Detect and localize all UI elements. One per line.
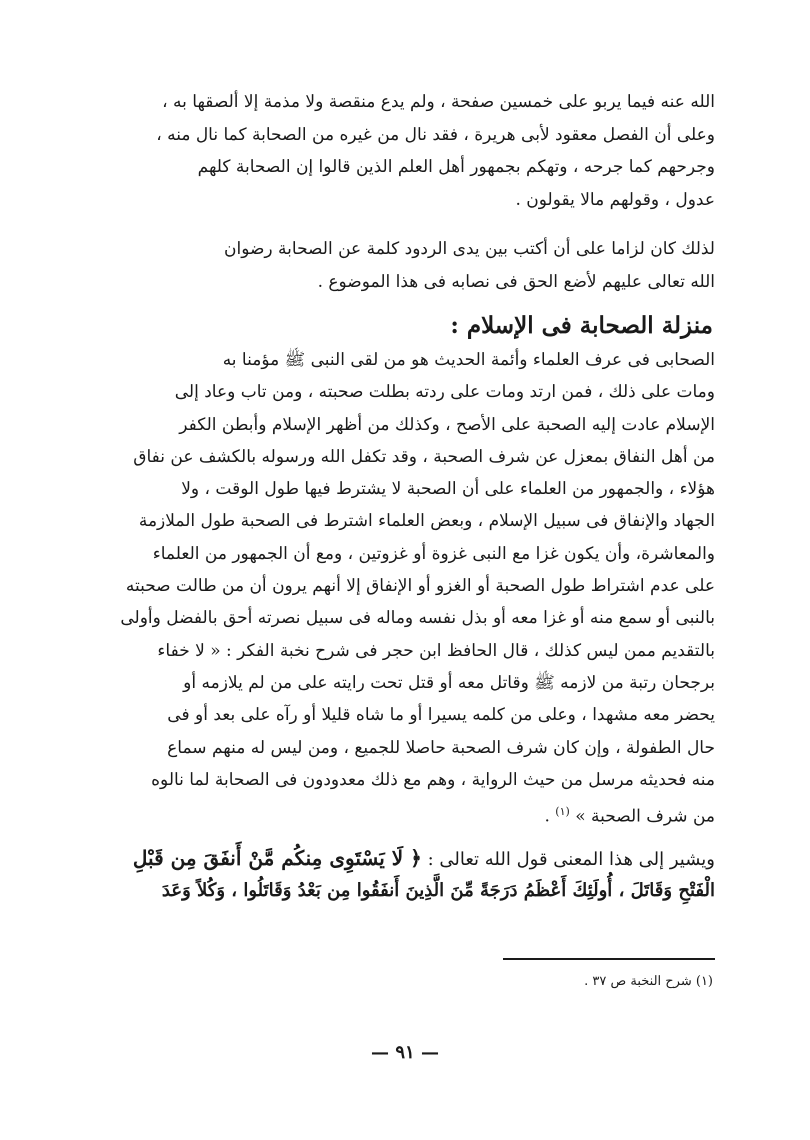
text-line: حال الطفولة ، وإن كان شرف الصحبة حاصلا للجميع ، ومن ليس له منهم سماع	[167, 737, 715, 758]
text-line: والمعاشرة، وأن يكون غزا مع النبى غزوة أو غزوتين ، ومع أن الجمهور من العلماء	[152, 543, 715, 564]
text-line: بالتقديم ممن ليس كذلك ، قال الحافظ ابن حجر فى شرح نخبة الفكر : « لا خفاء	[157, 640, 715, 661]
text-line: يحضر معه مشهدا ، وعلى من كلمه يسيرا أو ما شاه قليلا أو رآه على بعد أو فى	[167, 705, 715, 726]
quran-verse-part1: ﴿ لَا يَسْتَوِى مِنكُم مَّنْ أَنفَقَ مِن قَبْلِ	[132, 846, 422, 870]
section-heading: منزلة الصحابة فى الإسلام :	[450, 312, 713, 339]
text-line: عدول ، وقولهم مالا يقولون .	[515, 189, 715, 210]
text-line: وعلى أن الفصل معقود لأبى هريرة ، فقد نال من غيره من الصحابة كما نال منه ،	[156, 124, 715, 145]
text-line: الجهاد والإنفاق فى سبيل الإسلام ، وبعض العلماء اشترط فى الصحبة طول الملازمة	[138, 511, 715, 532]
text-line: الله عنه فيما يربو على خمسين صفحة ، ولم يدع منقصة ولا مذمة إلا ألصقها به ،	[162, 92, 715, 112]
last-line-end: .	[544, 806, 550, 827]
text-line: بالنبى أو سمع منه أو غزا معه أو بذل نفسه وماله فى سبيل نصرته أحق بالفضل وأولى	[120, 608, 715, 629]
footnote-text: (١) شرح النخبة ص ٣٧ .	[584, 974, 713, 989]
paragraph-intro	[97, 86, 715, 216]
text-line: هؤلاء ، والجمهور من العلماء على أن الصحبة لا يشترط فيها طول الوقت ، ولا	[181, 479, 715, 500]
page-number: — ٩١ —	[371, 1042, 439, 1063]
text-line: لذلك كان لزاما على أن أكتب بين يدى الردود كلمة عن الصحابة رضوان	[224, 239, 715, 259]
paragraph-companion-definition	[97, 344, 715, 833]
text-line: على عدم اشتراط طول الصحبة أو الغزو أو الإنفاق إلا أنهم يرون أن من طالت صحبته	[125, 576, 715, 597]
text-line: وجرحهم كما جرحه ، وتهكم بجمهور أهل العلم الذين قالوا إن الصحابة كلهم	[197, 157, 715, 177]
text-line: منه فحديثه مرسل من حيث الرواية ، وهم مع ذلك معدودون فى الصحابة لما نالوه	[151, 769, 715, 790]
quran-verse-part2: الْفَتْحِ وَقَاتَلَ ، أُولَئِكَ أَعْظَمُ دَرَجَةً مِّنَ الَّذِينَ أَنفَقُوا مِن بَعْدُ وَقَاتَلُوا ، وَكُلاً وَعَدَ	[161, 880, 715, 901]
paragraph-purpose	[97, 233, 715, 298]
text-line: ومات على ذلك ، فمن ارتد ومات على ردته بطلت صحبته ، ومن تاب وعاد إلى	[174, 382, 715, 403]
footnote-reference[interactable]: (١)	[555, 805, 570, 819]
last-line-text: من شرف الصحبة »	[575, 806, 715, 827]
paragraph-quran-citation	[97, 843, 715, 906]
text-line: من أهل النفاق بمعزل عن شرف الصحبة ، وقد تكفل الله ورسوله بالكشف عن نفاق	[133, 446, 715, 467]
text-line: الله تعالى عليهم لأضع الحق فى نصابه فى هذا الموضوع .	[317, 271, 715, 292]
text-line: الإسلام عادت إليه الصحبة على الأصح ، وكذلك من أظهر الإسلام وأبطن الكفر	[179, 414, 715, 435]
text-line: الصحابى فى عرف العلماء وأئمة الحديث هو من لقى النبى ﷺ مؤمنا به	[222, 350, 715, 370]
text-line-last	[97, 796, 715, 833]
text-line: برجحان رتبة من لازمه ﷺ وقاتل معه أو قتل تحت رايته على من لم يلازمه أو	[183, 672, 715, 693]
text-line	[97, 843, 715, 875]
footnote-divider	[503, 958, 715, 960]
citation-intro: ويشير إلى هذا المعنى قول الله تعالى :	[427, 849, 715, 870]
